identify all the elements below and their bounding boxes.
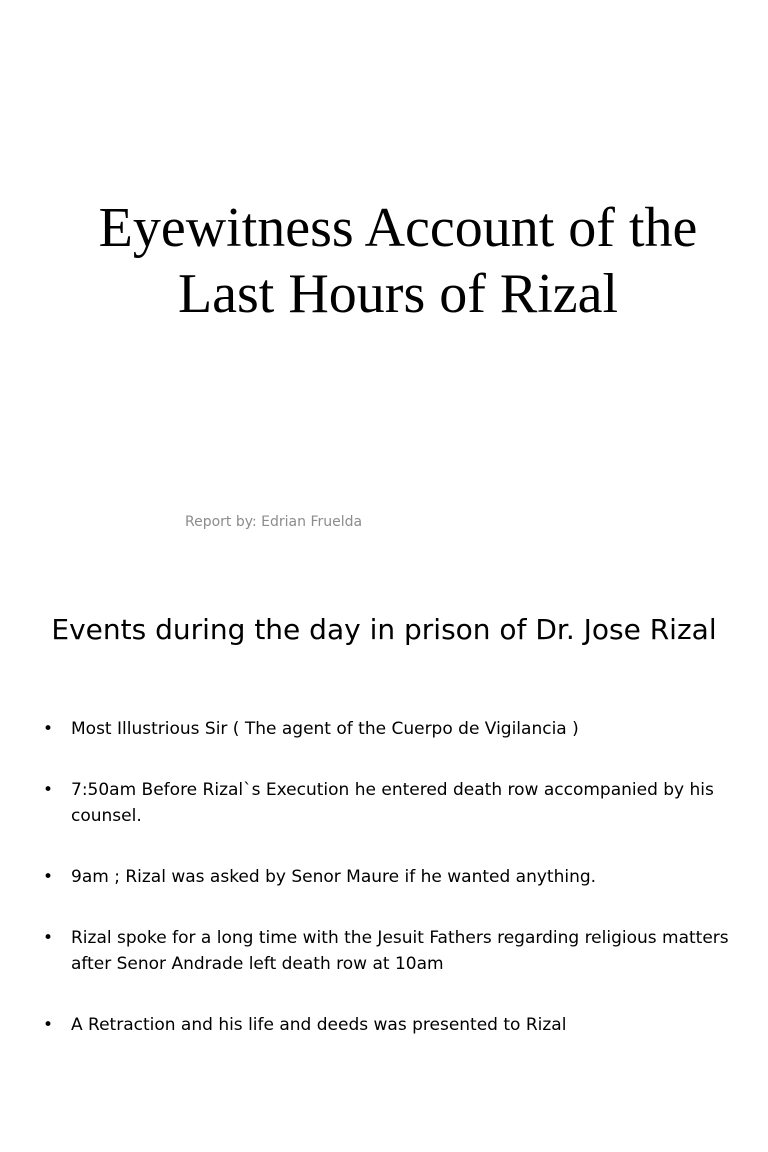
list-item bbox=[40, 1012, 740, 1038]
content-slide bbox=[0, 576, 768, 1152]
list-item-text: A Retraction and his life and deeds was presented to Rizal bbox=[71, 1015, 567, 1035]
list-item bbox=[40, 864, 740, 890]
bullet-icon: • bbox=[43, 928, 54, 948]
bullet-icon: • bbox=[43, 780, 54, 800]
bullet-icon: • bbox=[43, 719, 54, 739]
bullet-list bbox=[40, 716, 740, 1073]
presentation-title: Eyewitness Account of the Last Hours of Rizal bbox=[98, 197, 698, 325]
list-item bbox=[40, 777, 740, 829]
report-author-subtitle: Report by: Edrian Fruelda bbox=[185, 514, 363, 530]
list-item-text: 7:50am Before Rizal`s Execution he entered death row accompanied by his counsel. bbox=[71, 780, 714, 826]
slide-heading: Events during the day in prison of Dr. Jose Rizal bbox=[51, 613, 717, 646]
list-item-text: Rizal spoke for a long time with the Jesuit Fathers regarding religious matters after Senor Andrade left death row at 10am bbox=[71, 928, 729, 974]
list-item-text: Most Illustrious Sir ( The agent of the Cuerpo de Vigilancia ) bbox=[71, 719, 579, 739]
list-item bbox=[40, 925, 740, 977]
bullet-icon: • bbox=[43, 867, 54, 887]
list-item bbox=[40, 716, 740, 742]
bullet-icon: • bbox=[43, 1015, 54, 1035]
list-item-text: 9am ; Rizal was asked by Senor Maure if he wanted anything. bbox=[71, 867, 597, 887]
